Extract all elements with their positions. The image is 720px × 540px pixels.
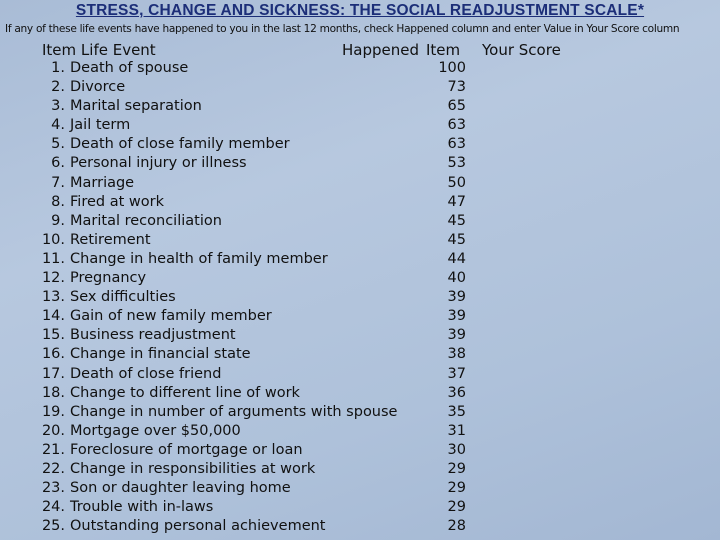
list-item [0,59,720,78]
list-item [0,78,720,97]
item-value: 35 [447,403,466,420]
life-event-label: Marital separation [70,98,202,115]
item-value: 63 [447,136,466,153]
item-value: 29 [447,480,466,497]
item-number: 15. [41,327,65,344]
life-event-label: Pregnancy [70,270,147,287]
item-number: 13. [41,289,65,306]
item-number: 7. [51,174,65,191]
life-events-list [0,59,720,536]
item-value: 44 [447,250,466,267]
life-event-label: Son or daughter leaving home [70,480,291,497]
item-number: 11. [41,250,65,267]
list-item [0,365,720,384]
header-your-score: Your Score [482,41,561,59]
list-item [0,517,720,536]
item-number: 22. [41,460,65,477]
life-event-label: Death of close friend [70,365,222,382]
item-number: 12. [41,270,65,287]
item-value: 47 [447,193,466,210]
life-event-label: Business readjustment [70,327,236,344]
item-value: 50 [447,174,466,191]
item-number: 2. [51,79,65,96]
item-value: 36 [447,384,466,401]
life-event-label: Change to different line of work [70,384,300,401]
item-value: 29 [447,460,466,477]
list-item [0,288,720,307]
list-item [0,498,720,517]
item-value: 39 [447,289,466,306]
item-value: 40 [447,270,466,287]
item-value: 31 [447,422,466,439]
list-item [0,193,720,212]
item-value: 73 [447,79,466,96]
list-item [0,422,720,441]
item-number: 18. [41,384,65,401]
life-event-label: Fired at work [70,193,164,210]
list-item [0,269,720,288]
item-number: 20. [41,422,65,439]
item-number: 6. [51,155,65,172]
life-event-label: Change in responsibilities at work [70,460,316,477]
item-value: 37 [447,365,466,382]
item-value: 39 [447,327,466,344]
life-event-label: Change in number of arguments with spouse [70,403,398,420]
life-event-label: Gain of new family member [70,308,272,325]
item-number: 1. [51,60,65,76]
list-item [0,479,720,498]
list-item [0,116,720,135]
life-event-label: Change in health of family member [70,250,328,267]
header-happened: Happened [342,41,419,59]
list-item [0,460,720,479]
list-item [0,174,720,193]
list-item [0,135,720,154]
item-number: 3. [51,98,65,115]
item-value: 29 [447,499,466,516]
instructions-text: If any of these life events have happened to you in the last 12 months, check Happened column and enter Value in Your Score column [5,23,680,35]
item-number: 19. [41,403,65,420]
item-number: 14. [41,308,65,325]
item-value: 53 [447,155,466,172]
life-event-label: Sex difficulties [70,289,176,306]
life-event-label: Trouble with in-laws [70,499,214,516]
life-event-label: Divorce [70,79,126,96]
item-number: 10. [41,231,65,248]
list-item [0,307,720,326]
item-number: 9. [51,212,65,229]
item-value: 63 [447,117,466,134]
list-item [0,345,720,364]
header-item-life-event: Item Life Event [42,41,156,59]
life-event-label: Death of spouse [70,60,189,76]
life-event-label: Change in financial state [70,346,251,363]
item-value: 65 [447,98,466,115]
list-item [0,154,720,173]
list-item [0,384,720,403]
item-number: 4. [51,117,65,134]
item-number: 25. [41,518,65,535]
list-item [0,250,720,269]
page-title: STRESS, CHANGE AND SICKNESS: THE SOCIAL READJUSTMENT SCALE* [75,2,645,19]
item-number: 24. [41,499,65,516]
item-number: 5. [51,136,65,153]
list-item [0,326,720,345]
item-number: 21. [41,441,65,458]
header-item: Item [426,41,461,59]
list-item [0,97,720,116]
life-event-label: Death of close family member [70,136,290,153]
list-item [0,231,720,250]
item-number: 16. [41,346,65,363]
life-event-label: Marriage [70,174,135,191]
list-item [0,403,720,422]
item-number: 23. [41,480,65,497]
list-item [0,441,720,460]
item-value: 28 [447,518,466,535]
item-value: 100 [438,60,466,76]
item-number: 17. [41,365,65,382]
item-value: 38 [447,346,466,363]
item-value: 45 [447,231,466,248]
item-number: 8. [51,193,65,210]
life-event-label: Outstanding personal achievement [70,518,326,535]
life-event-label: Jail term [70,117,131,134]
item-value: 45 [447,212,466,229]
life-event-label: Marital reconciliation [70,212,222,229]
item-value: 30 [447,441,466,458]
life-event-label: Foreclosure of mortgage or loan [70,441,303,458]
life-event-label: Personal injury or illness [70,155,247,172]
list-item [0,212,720,231]
item-value: 39 [447,308,466,325]
life-event-label: Mortgage over $50,000 [70,422,241,439]
life-event-label: Retirement [70,231,151,248]
